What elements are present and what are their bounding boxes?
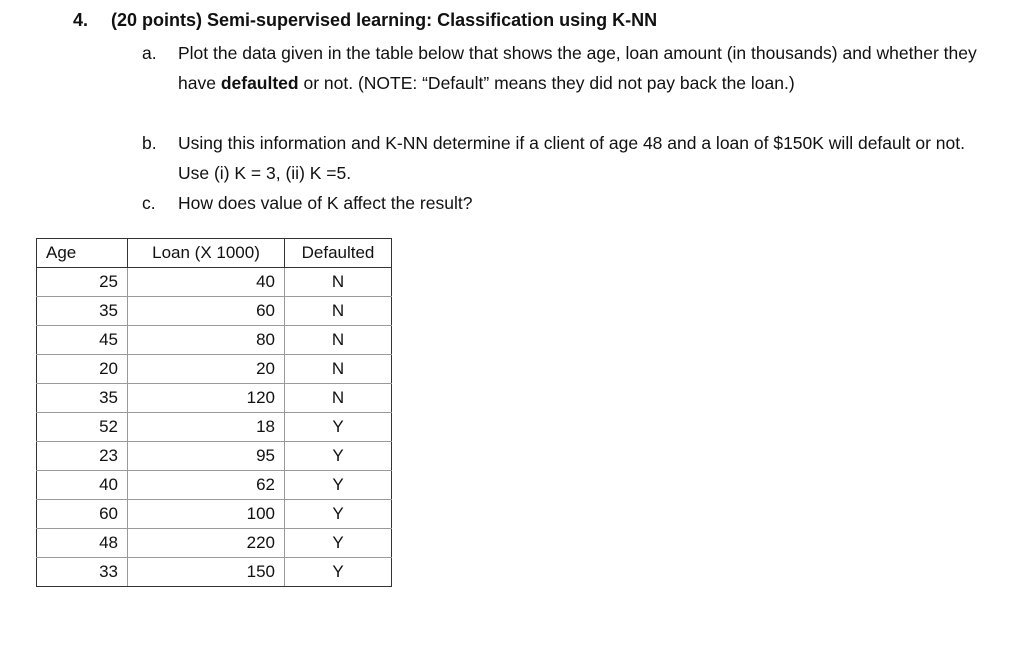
cell-age: 48 xyxy=(37,529,128,558)
cell-loan: 18 xyxy=(128,413,285,442)
subquestion-text xyxy=(178,38,978,98)
subquestion-a xyxy=(142,38,978,98)
loan-data-table xyxy=(36,238,392,587)
table-row xyxy=(37,326,392,355)
cell-age: 60 xyxy=(37,500,128,529)
subquestion-letter: c. xyxy=(142,193,156,213)
table-row xyxy=(37,384,392,413)
cell-defaulted: N xyxy=(285,355,392,384)
cell-defaulted: Y xyxy=(285,529,392,558)
table-row xyxy=(37,297,392,326)
table-row xyxy=(37,355,392,384)
cell-loan: 62 xyxy=(128,471,285,500)
cell-age: 35 xyxy=(37,384,128,413)
subquestion-text-bold: defaulted xyxy=(220,73,299,93)
cell-loan: 95 xyxy=(128,442,285,471)
cell-age: 33 xyxy=(37,558,128,587)
header-loan: Loan (X 1000) xyxy=(128,239,285,268)
cell-defaulted: Y xyxy=(285,471,392,500)
header-defaulted: Defaulted xyxy=(285,239,392,268)
cell-age: 45 xyxy=(37,326,128,355)
cell-defaulted: N xyxy=(285,326,392,355)
table-body xyxy=(37,268,392,587)
cell-age: 23 xyxy=(37,442,128,471)
cell-defaulted: N xyxy=(285,268,392,297)
question-number: 4. xyxy=(73,10,89,30)
table-row xyxy=(37,529,392,558)
cell-defaulted: Y xyxy=(285,442,392,471)
subquestion-letter: b. xyxy=(142,133,157,153)
subquestion-text-part: or not. (NOTE: “Default” means they did not pay back the loan.) xyxy=(298,73,795,93)
subquestion-b xyxy=(142,128,978,188)
cell-loan: 220 xyxy=(128,529,285,558)
subquestion-letter: a. xyxy=(142,43,157,63)
cell-loan: 120 xyxy=(128,384,285,413)
cell-loan: 80 xyxy=(128,326,285,355)
cell-defaulted: N xyxy=(285,297,392,326)
question-title: (20 points) Semi-supervised learning: Classification using K-NN xyxy=(111,10,658,30)
cell-defaulted: Y xyxy=(285,413,392,442)
table-row xyxy=(37,471,392,500)
subquestion-c xyxy=(142,188,978,218)
subquestion-text: Using this information and K-NN determine if a client of age 48 and a loan of $150K will default or not. Use (i) K = 3, (ii) K =5. xyxy=(178,133,965,183)
cell-loan: 40 xyxy=(128,268,285,297)
subquestion-text: How does value of K affect the result? xyxy=(178,193,473,213)
cell-defaulted: Y xyxy=(285,558,392,587)
cell-loan: 100 xyxy=(128,500,285,529)
table-row xyxy=(37,268,392,297)
table-header-row xyxy=(37,239,392,268)
cell-age: 25 xyxy=(37,268,128,297)
cell-age: 40 xyxy=(37,471,128,500)
cell-defaulted: N xyxy=(285,384,392,413)
table-row xyxy=(37,413,392,442)
table-row xyxy=(37,500,392,529)
table-row xyxy=(37,442,392,471)
cell-age: 20 xyxy=(37,355,128,384)
table-row xyxy=(37,558,392,587)
cell-loan: 20 xyxy=(128,355,285,384)
header-age: Age xyxy=(37,239,128,268)
cell-age: 52 xyxy=(37,413,128,442)
subquestion-text-part: Plot the data given in the table below that shows the age, loan amount (in thousands) and whether they have xyxy=(178,43,977,93)
cell-defaulted: Y xyxy=(285,500,392,529)
cell-loan: 60 xyxy=(128,297,285,326)
cell-age: 35 xyxy=(37,297,128,326)
cell-loan: 150 xyxy=(128,558,285,587)
question-heading xyxy=(73,10,657,31)
